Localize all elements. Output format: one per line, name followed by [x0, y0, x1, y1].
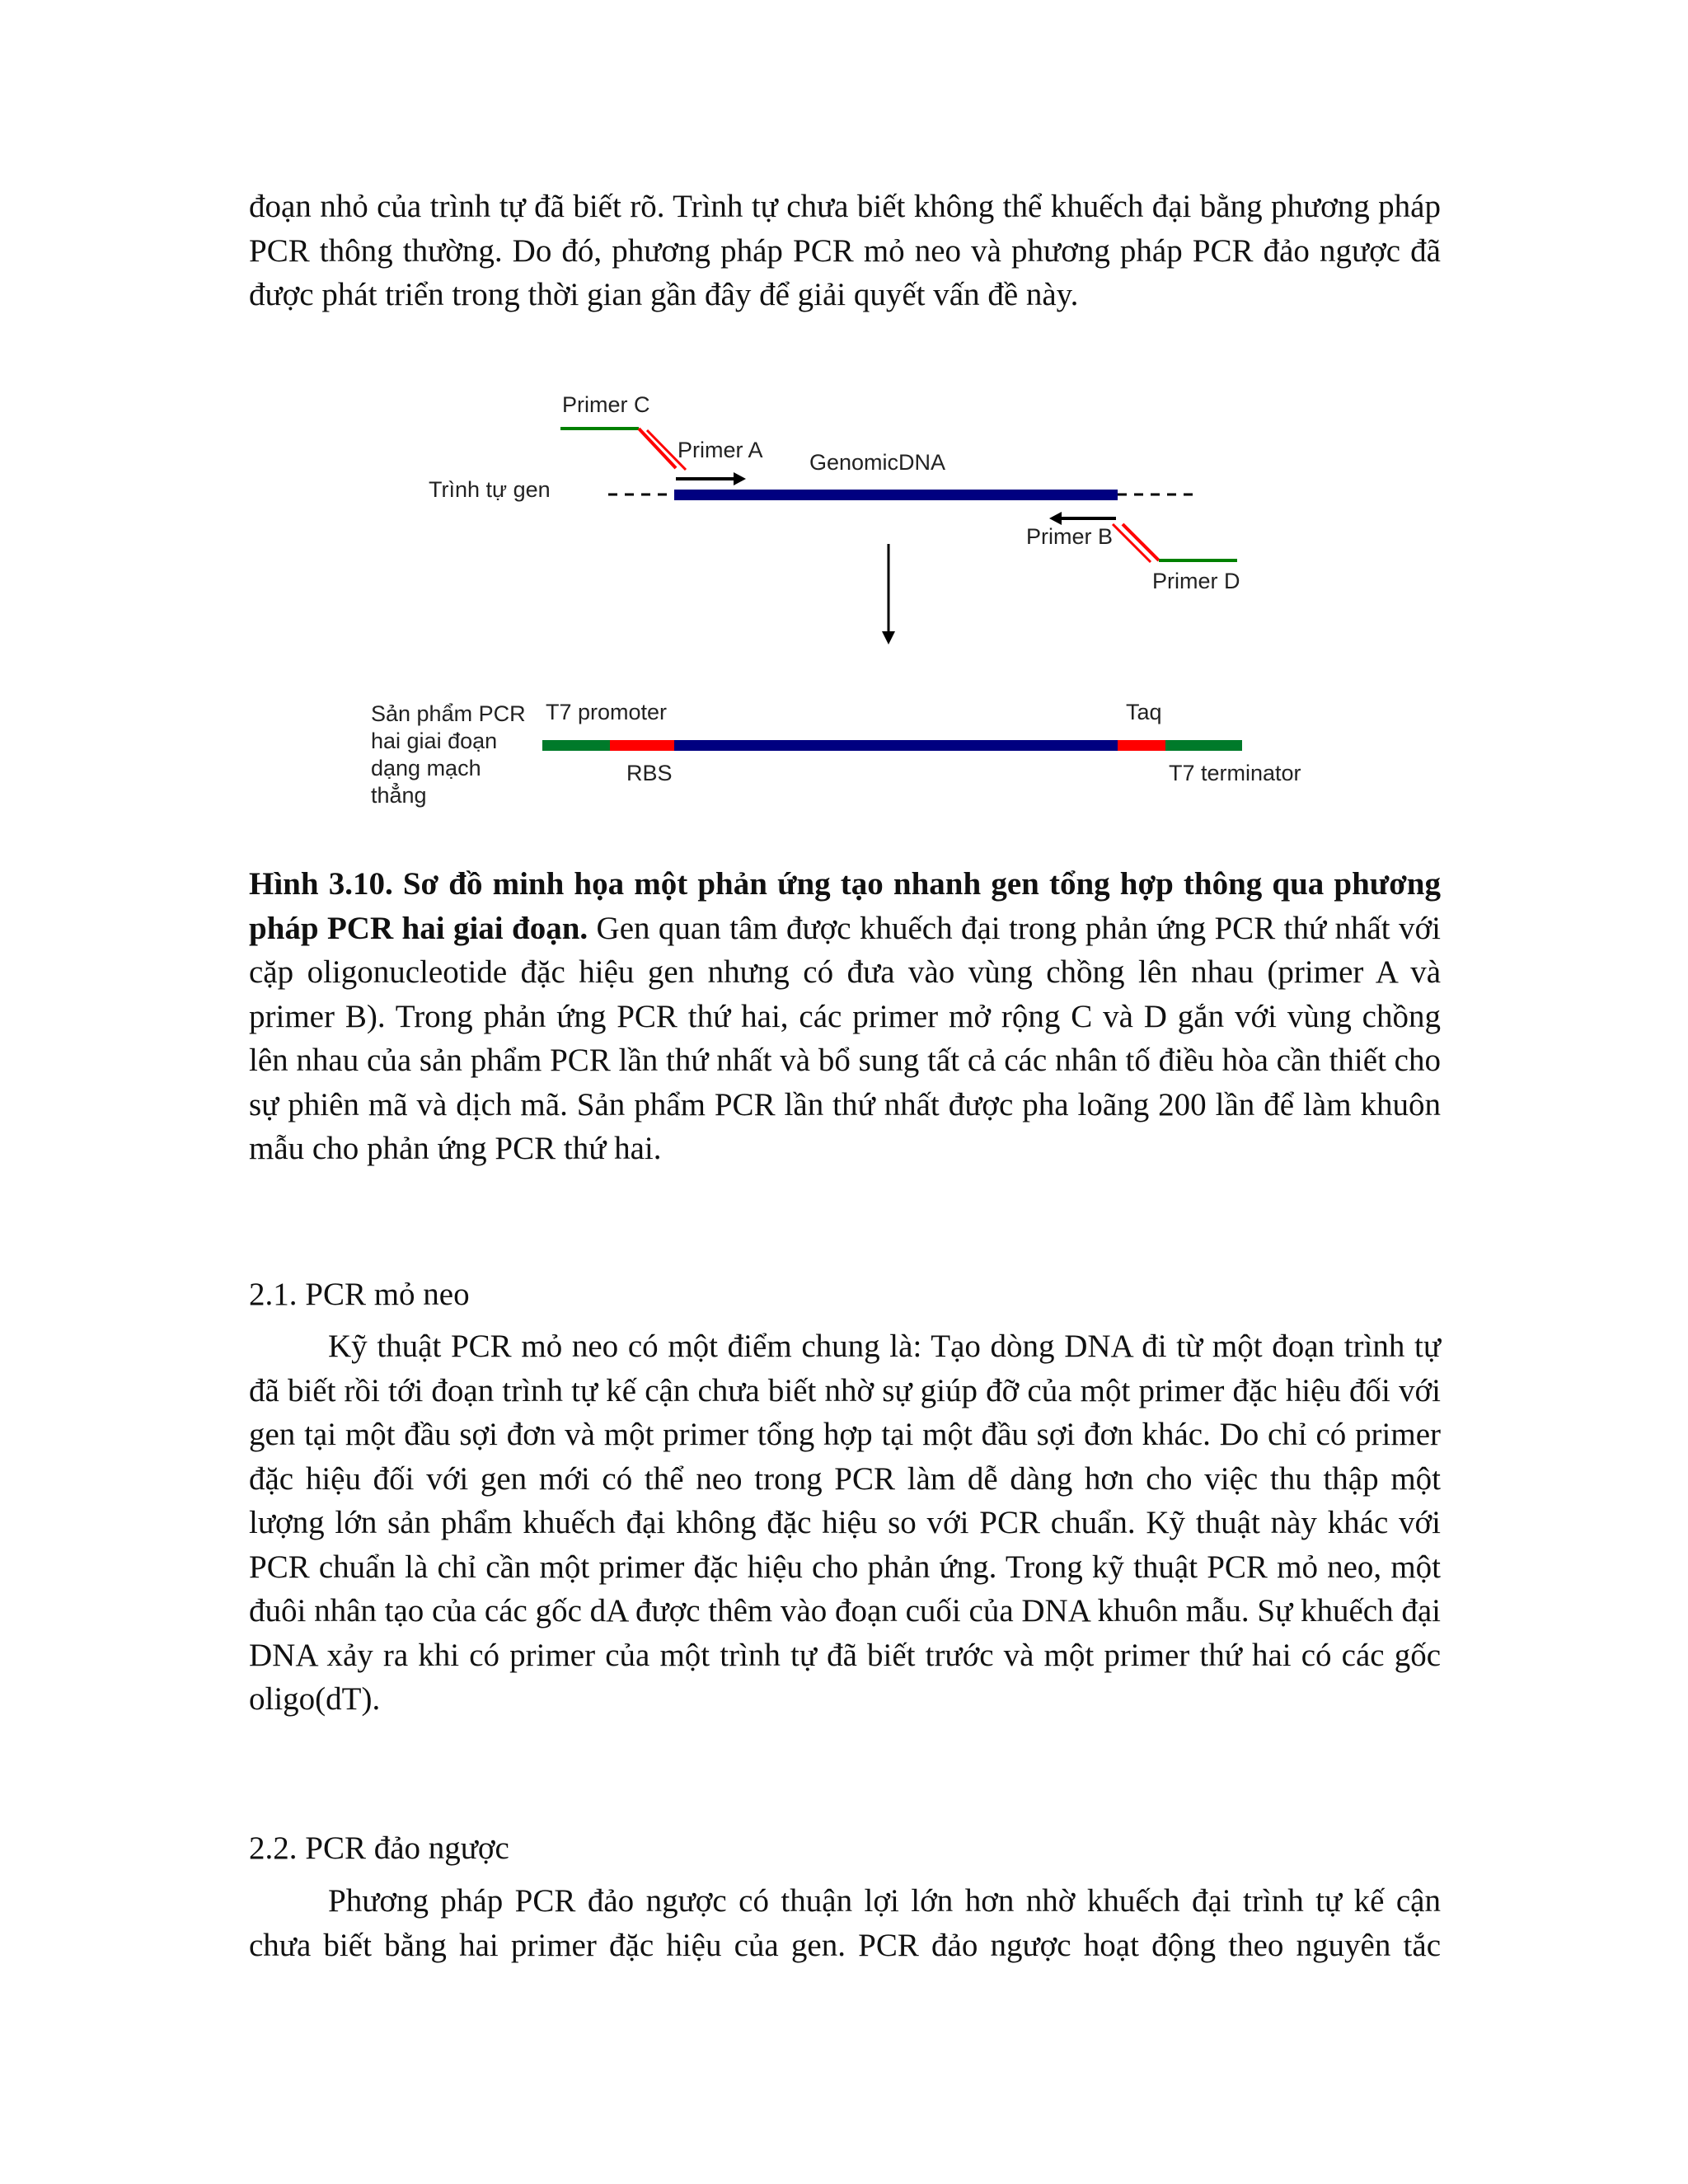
- genomic-dna-bar: [674, 490, 1118, 500]
- primer-b-label: Primer B: [1026, 524, 1114, 549]
- rbs-label: RBS: [626, 761, 673, 785]
- primer-d-label: Primer D: [1152, 569, 1240, 593]
- taq-label: Taq: [1126, 700, 1162, 724]
- primer-c-red-segment: [639, 429, 676, 468]
- down-arrow-head: [882, 631, 895, 644]
- section-2-1-paragraph: Kỹ thuật PCR mỏ neo có một điểm chung là: Tạo dòng DNA đi từ một đoạn trình tự đã biết rồi tới đoạn trình tự kế cận chưa biết nhờ sự giúp đỡ của một primer đặc hiệu đối với gen tại một đầu sợi đơn và một primer tổng hợp tại một đầu sợi đơn khác. Do chỉ có primer đặc hiệu đối với gen mới có thể neo trong PCR làm dễ dàng hơn cho việc thu thập một lượng lớn sản phẩm khuếch đại không đặc hiệu so với PCR chuẩn. Kỹ thuật này khác với PCR chuẩn là chỉ cần một primer đặc hiệu cho phản ứng. Trong kỹ thuật PCR mỏ neo, một đuôi nhân tạo của các gốc dA được thêm vào đoạn cuối của DNA khuôn mẫu. Sự khuếch đại DNA xảy ra khi có primer của một trình tự đã biết trước và một primer thứ hai có các gốc oligo(dT).: [249, 1329, 1441, 1717]
- trinh-tu-gen-label: Trình tự gen: [429, 477, 551, 502]
- gene-segment: [674, 740, 1118, 751]
- product-label-line3: dạng mạch: [371, 756, 481, 780]
- section-2-2-heading: 2.2. PCR đảo ngược: [249, 1830, 509, 1866]
- intro-paragraph: đoạn nhỏ của trình tự đã biết rõ. Trình tự chưa biết không thể khuếch đại bằng phương pháp PCR thông thường. Do đó, phương pháp PCR mỏ neo và phương pháp PCR đảo ngược đã được phát triển trong thời gian gần đây để giải quyết vấn đề này.: [249, 189, 1441, 312]
- caption-body: Gen quan tâm được khuếch đại trong phản ứng PCR thứ nhất với cặp oligonucleotide đặc hiệu gen nhưng có đưa vào vùng chồng lên nhau (primer A và primer B). Trong phản ứng PCR thứ hai, các primer mở rộng C và D gắn với vùng chồng lên nhau của sản phẩm PCR lần thứ nhất và bổ sung tất cả các nhân tố điều hòa cần thiết cho sự phiên mã và dịch mã. Sản phẩm PCR lần thứ nhất được pha loãng 200 lần để làm khuôn mẫu cho phản ứng PCR thứ hai.: [249, 910, 1441, 1166]
- t7-terminator-label: T7 terminator: [1169, 761, 1301, 785]
- primer-c-label: Primer C: [562, 392, 650, 417]
- product-label-line2: hai giai đoạn: [371, 729, 498, 753]
- t7-promoter-label: T7 promoter: [546, 700, 668, 724]
- pcr-diagram: [354, 387, 1343, 832]
- caption-title: Hình 3.10. Sơ đồ minh họa một phản ứng tạo nhanh gen tổng hợp thông qua phương pháp PCR hai giai đoạn.: [249, 866, 1441, 946]
- genomic-dna-label: GenomicDNA: [809, 450, 946, 475]
- product-label-line4: thẳng: [371, 783, 427, 808]
- rbs-segment: [610, 740, 674, 751]
- primer-a-arrowhead: [734, 472, 746, 485]
- figure-caption: [249, 862, 1441, 1171]
- product-label-line1: Sản phẩm PCR: [371, 701, 526, 726]
- taq-segment: [1118, 740, 1165, 751]
- t7-promoter-segment: [542, 740, 610, 751]
- t7-terminator-segment: [1165, 740, 1242, 751]
- primer-d-red-segment: [1123, 524, 1159, 560]
- primer-b-arrowhead: [1049, 512, 1062, 525]
- primer-a-label: Primer A: [678, 438, 763, 462]
- primer-d-red-segment-2: [1113, 524, 1151, 562]
- section-2-1-heading: 2.1. PCR mỏ neo: [249, 1277, 470, 1312]
- section-2-2-paragraph: Phương pháp PCR đảo ngược có thuận lợi lớn hơn nhờ khuếch đại trình tự kế cận chưa biết bằng hai primer đặc hiệu của gen. PCR đảo ngược hoạt động theo nguyên tắc: [249, 1883, 1441, 1963]
